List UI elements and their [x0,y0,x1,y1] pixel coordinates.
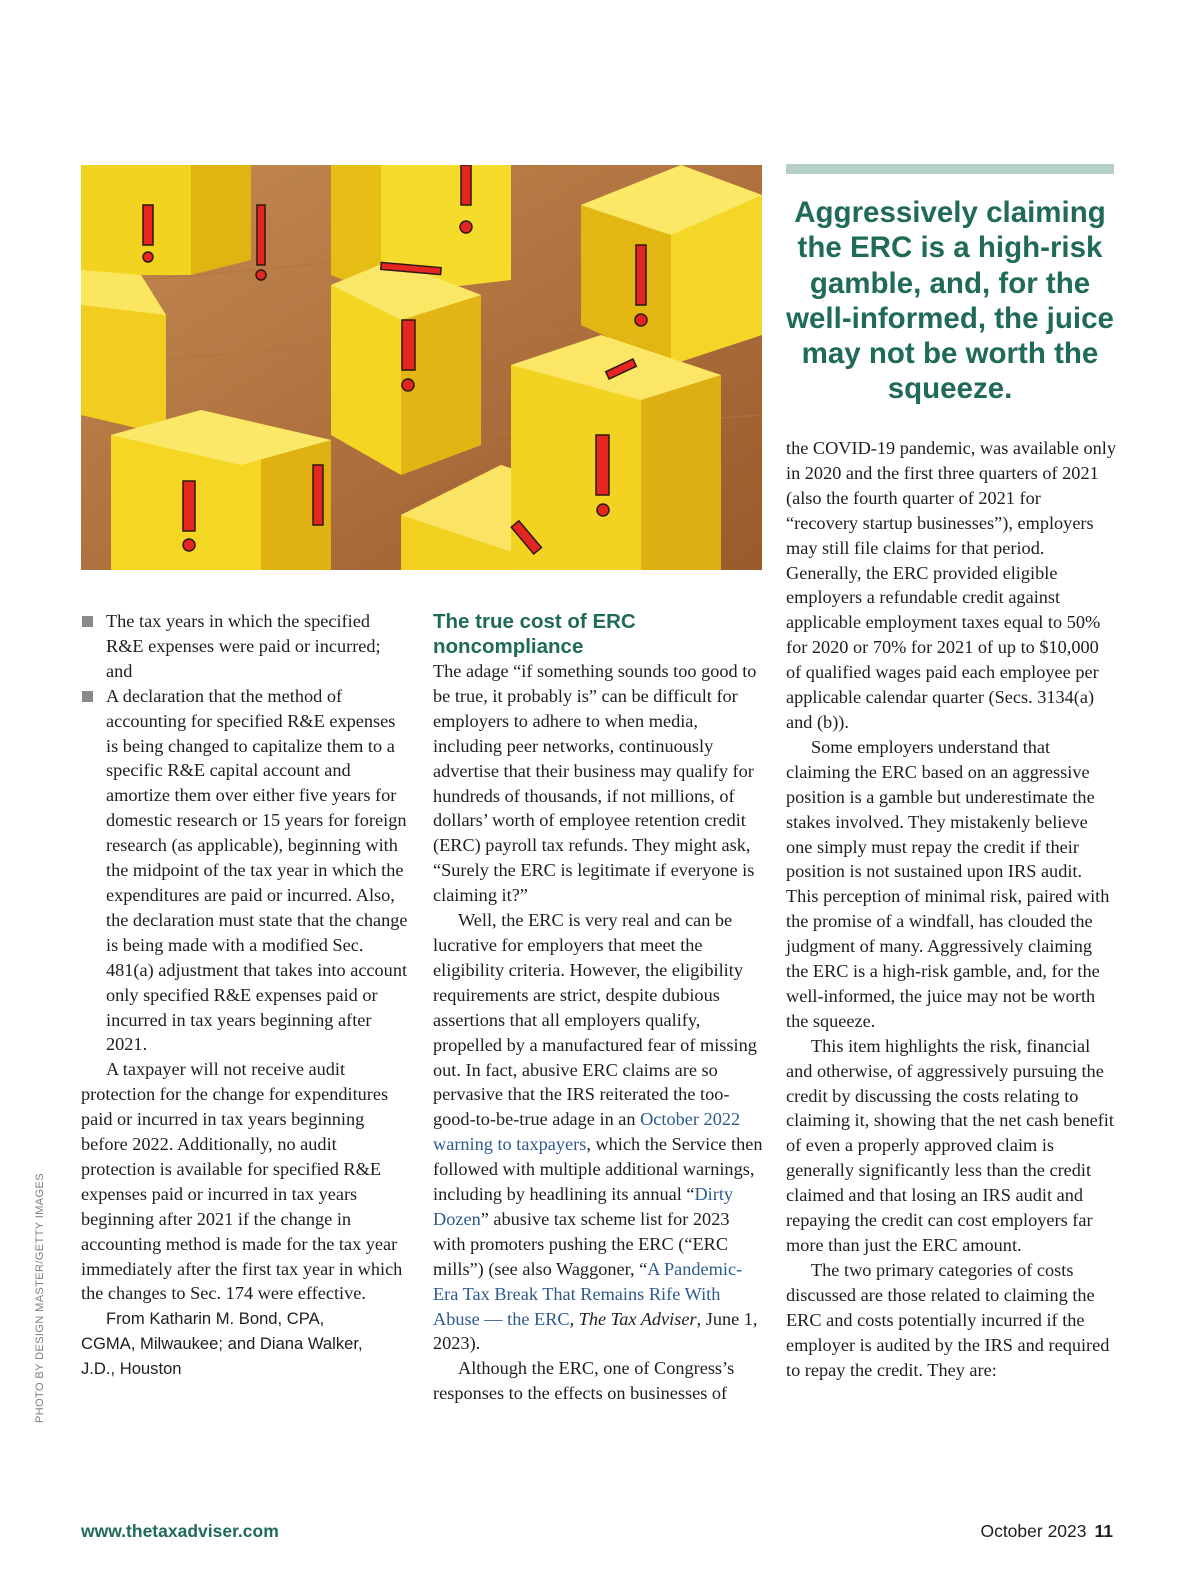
bullet-list [81,609,409,1057]
column-2 [433,609,765,1406]
column-1 [81,609,409,1381]
body-paragraph: Well, the ERC is very real and can be lucrative for employers that meet the eligibility criteria. However, the eligibility requirements are strict, despite dubious assertions that all employers qualify, propelled by a manufactured fear of missing out. In fact, abusive ERC claims are so pervasive that the IRS reiterated the too-good-to-be-true adage in an October 2022 warning to taxpayers, which the Service then followed with multiple additional warnings, including by headlining its annual “Dirty Dozen” abusive tax scheme list for 2023 with promoters pushing the ERC (“ERC mills”) (see also Waggoner, “A Pandemic-Era Tax Break That Remains Rife With Abuse — the ERC, The Tax Adviser, June 1, 2023). [433,910,763,1354]
list-item: A declaration that the method of accounting for specified R&E expenses is being changed to capitalize them to a specific R&E capital account and amortize them over either five years for domestic research or 15 years for foreign research (as applicable), beginning with the midpoint of the tax year in which the expenditures are paid or incurred. Also, the declaration must state that the change is being made with a modified Sec. 481(a) adjustment that takes into account only specified R&E expenses paid or incurred in tax years beginning after 2021. [81,684,409,1058]
section-heading: The true cost of ERC noncompliance [433,610,636,658]
publication-title: The Tax Adviser [578,1308,697,1329]
author-byline: From Katharin M. Bond, CPA, CGMA, Milwaukee; and Diana Walker, J.D., Houston [81,1309,363,1379]
pull-quote: Aggressively claiming the ERC is a high-risk gamble, and, for the well-informed, the juice may not be worth the squeeze. [786,196,1114,406]
body-paragraph: The adage “if something sounds too good to be true, it probably is” can be difficult for employers to adhere to when media, including peer networks, continuously advertise that their business may qualify for hundreds of thousands, if not millions, of dollars’ worth of employee retention credit (ERC) payroll tax refunds. They might ask, “Surely the ERC is legitimate if everyone is claiming it?” [433,661,757,906]
photo-credit: PHOTO BY DESIGN MASTER/GETTY IMAGES [34,1173,46,1423]
warning-link[interactable]: October 2022 warning to taxpayers [433,1109,741,1155]
feature-photo [81,165,762,570]
list-item: The tax years in which the specified R&E expenses were paid or incurred; and [81,609,409,684]
body-paragraph: A taxpayer will not receive audit protection for the change for expenditures paid or incurred in tax years beginning before 2022. Additionally, no audit protection is available for specified R&E expenses paid or incurred in tax years beginning after 2021 if the change in accounting method is made for the tax year immediately after the first tax year in which the changes to Sec. 174 were effective. [81,1059,403,1304]
body-paragraph: This item highlights the risk, financial and otherwise, of aggressively pursuing the credit by discussing the costs relating to claiming it, showing that the net cash benefit of even a properly approved claim is generally significantly less than the credit claimed and that losing an IRS audit and repaying the credit can cost employers far more than just the ERC amount. [786,1035,1114,1255]
body-paragraph: The two primary categories of costs discussed are those related to claiming the ERC and costs potentially incurred if the employer is audited by the IRS and required to repay the credit. They are: [786,1259,1110,1380]
column-3 [786,436,1116,1382]
body-paragraph: Some employers understand that claiming the ERC based on an aggressive position is a gamble but underestimate the stakes involved. They mistakenly believe one simply must repay the credit if their position is not sustained upon IRS audit. This perception of minimal risk, paired with the promise of a windfall, has clouded the judgment of many. Aggressively claiming the ERC is a high-risk gamble, and, for the well-informed, the juice may not be worth the squeeze. [786,736,1110,1031]
footer-url-link[interactable]: www.thetaxadviser.com [81,1521,279,1541]
article-link[interactable]: A Pandemic-Era Tax Break That Remains Rife With Abuse — the ERC [433,1258,743,1329]
dirty-dozen-link[interactable]: Dirty Dozen [433,1184,734,1229]
pull-quote-bar [786,164,1114,174]
body-paragraph: Although the ERC, one of Congress’s responses to the effects on businesses of [433,1358,735,1404]
footer-date: October 2023 11 [980,1521,1113,1541]
bullet-square-icon [82,691,93,702]
yellow-boxes-illustration [81,165,762,570]
page-number: 11 [1094,1521,1113,1541]
body-paragraph: the COVID-19 pandemic, was available only in 2020 and the first three quarters of 2021 (also the fourth quarter of 2021 for “recovery startup businesses”), employers may still file claims for that period. Generally, the ERC provided eligible employers a refundable credit against applicable employment taxes equal to 50% for 2020 or 70% for 2021 of up to $10,000 of qualified wages paid each employee per applicable calendar quarter (Secs. 3134(a) and (b)). [786,438,1116,732]
bullet-square-icon [82,616,93,627]
